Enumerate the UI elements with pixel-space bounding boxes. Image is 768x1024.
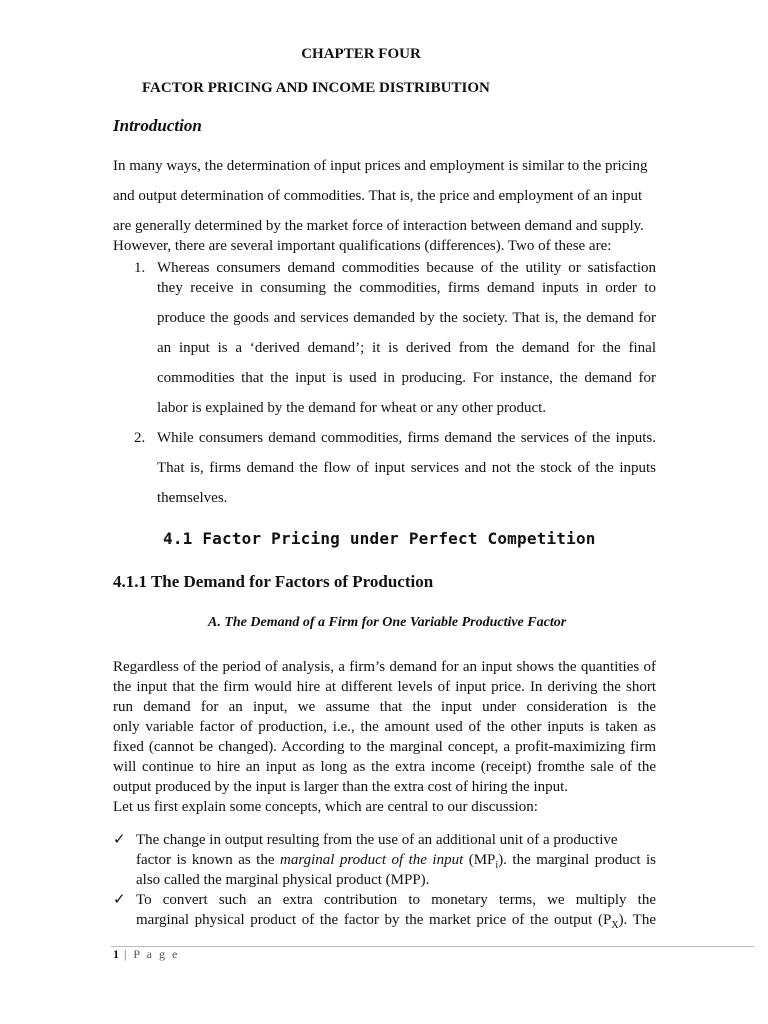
page-footer: 1 | P a g e [113, 947, 180, 961]
intro-line: However, there are several important qualifications (differences). Two of these are: [113, 238, 612, 254]
bullet-line: To convert such an extra contribution to monetary terms, we multiply the [136, 892, 656, 908]
list-item-line: commodities that the input is used in producing. For instance, the demand for [157, 370, 656, 386]
list-item-line: Whereas consumers demand commodities because of the utility or satisfaction [157, 260, 656, 276]
list-number: 2. [134, 430, 146, 446]
checkmark-icon: ✓ [113, 832, 126, 848]
list-item-line: an input is a ‘derived demand’; it is derived from the demand for the final [157, 340, 656, 356]
list-item-line: While consumers demand commodities, firms demand the services of the inputs. [157, 430, 656, 446]
page-label: P a g e [133, 947, 180, 961]
bullet-line: The change in output resulting from the use of an additional unit of a productive [136, 832, 618, 848]
paragraph-line: output produced by the input is larger than the extra cost of hiring the input. [113, 779, 569, 795]
paragraph-line: fixed (cannot be changed). According to the marginal concept, a profit-maximizing firm [113, 739, 656, 755]
list-number: 1. [134, 260, 146, 276]
intro-heading: Introduction [113, 116, 202, 135]
intro-line: and output determination of commodities. That is, the price and employment of an input [113, 188, 643, 204]
bullet-line: marginal physical product of the factor by the market price of the output $(P_X)$. The [136, 912, 656, 931]
bullet-line: also called the marginal physical product (MPP). [136, 872, 430, 888]
list-item-line: they receive in consuming the commodities, firms demand inputs in order to [157, 280, 656, 296]
paragraph-line: run demand for an input, we assume that the input under consideration is the [113, 699, 656, 715]
paragraph-line: Let us first explain some concepts, which are central to our discussion: [113, 799, 538, 815]
subsection-heading: 4.1.1 The Demand for Factors of Production [113, 572, 434, 591]
bullet-line: factor is known as the marginal product of the input $(MP_i)$. the marginal product is [136, 852, 656, 871]
list-item-line: labor is explained by the demand for wheat or any other product. [157, 400, 547, 416]
footer-divider [111, 946, 754, 947]
checkmark-icon: ✓ [113, 892, 126, 908]
chapter-title: CHAPTER FOUR [301, 46, 421, 62]
intro-line: are generally determined by the market force of interaction between demand and supply. [113, 218, 644, 234]
page-number: 1 [113, 947, 119, 961]
section-heading: 4.1 Factor Pricing under Perfect Competition [163, 529, 596, 548]
paragraph-line: the input that the firm would hire at different levels of input price. In deriving the short [113, 679, 656, 695]
paragraph-line: only variable factor of production, i.e., the amount used of the other inputs is taken as [113, 719, 656, 735]
paragraph-line: Regardless of the period of analysis, a firm’s demand for an input shows the quantities of [113, 659, 656, 675]
list-item-line: That is, firms demand the flow of input services and not the stock of the inputs [157, 460, 656, 476]
intro-line: In many ways, the determination of input prices and employment is similar to the pricing [113, 158, 648, 174]
list-item-line: produce the goods and services demanded by the society. That is, the demand for [157, 310, 656, 326]
list-item-line: themselves. [157, 490, 228, 506]
subsubsection-heading: A. The Demand of a Firm for One Variable Productive Factor [208, 615, 567, 630]
chapter-subtitle: FACTOR PRICING AND INCOME DISTRIBUTION [142, 80, 490, 96]
paragraph-line: will continue to hire an input as long as the extra income (receipt) fromthe sale of the [113, 759, 656, 775]
